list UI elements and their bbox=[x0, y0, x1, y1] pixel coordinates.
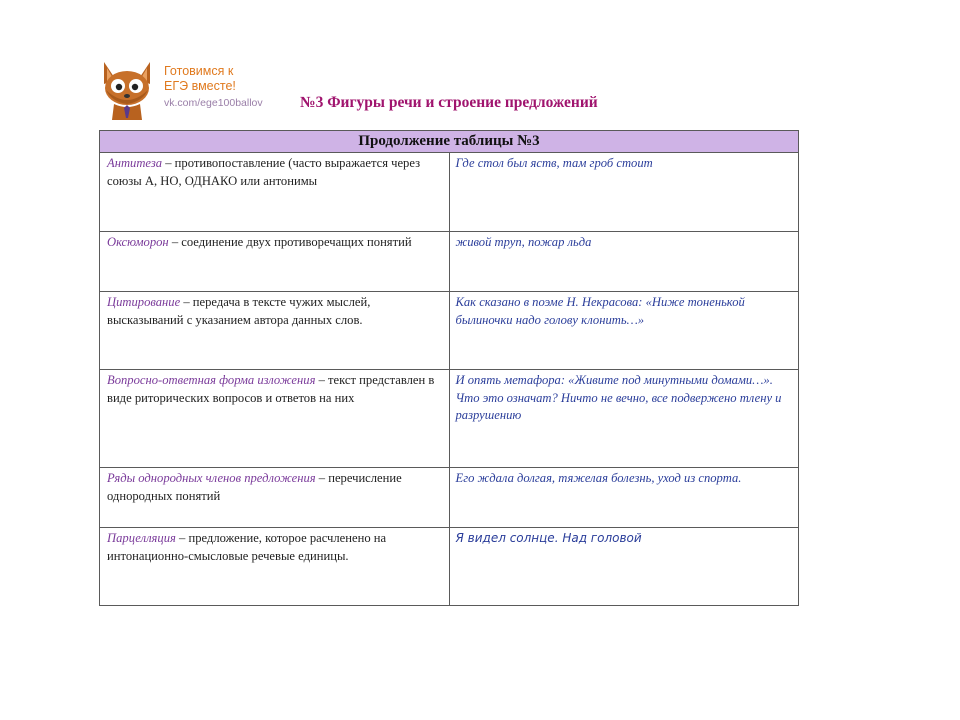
definition-cell bbox=[100, 468, 450, 528]
term-definition: – перечисление однородных понятий bbox=[107, 471, 402, 503]
fox-logo bbox=[98, 58, 156, 122]
table-row bbox=[100, 528, 799, 606]
term-name: Антитеза bbox=[107, 156, 163, 170]
example-cell: Я видел солнце. Над головой bbox=[449, 528, 799, 606]
term-definition: – соединение двух противоречащих понятий bbox=[168, 235, 412, 249]
term-definition: – предложение, которое расчленено на интонационно-смысловые речевые единицы. bbox=[107, 531, 387, 563]
term-name: Ряды однородных членов предложения bbox=[107, 471, 316, 485]
definition-cell bbox=[100, 153, 450, 232]
brand-url[interactable]: vk.com/ege100ballov bbox=[164, 97, 263, 109]
example-cell: Где стол был яств, там гроб стоит bbox=[449, 153, 799, 232]
term-definition: – текст представлен в виде риторических вопросов и ответов на них bbox=[107, 373, 435, 405]
definition-cell bbox=[100, 232, 450, 292]
example-cell: И опять метафора: «Живите под минутными домами…». Что это означат? Ничто не вечно, все подвержено тлену и разрушению bbox=[449, 370, 799, 468]
figures-table bbox=[99, 130, 799, 606]
term-definition: – противопоставление (часто выражается через союзы А, НО, ОДНАКО или антонимы bbox=[107, 156, 421, 188]
table-caption: Продолжение таблицы №3 bbox=[100, 131, 799, 153]
definition-cell bbox=[100, 292, 450, 370]
page-title: №3 Фигуры речи и строение предложений bbox=[300, 94, 598, 111]
table-row bbox=[100, 232, 799, 292]
term-name: Оксюморон bbox=[107, 235, 169, 249]
brand-block bbox=[164, 64, 263, 110]
table bbox=[99, 130, 799, 606]
brand-line-2: ЕГЭ вместе! bbox=[164, 79, 236, 93]
definition-cell bbox=[100, 370, 450, 468]
term-definition: – передача в тексте чужих мыслей, высказываний с указанием автора данных слов. bbox=[107, 295, 371, 327]
definition-cell bbox=[100, 528, 450, 606]
term-name: Цитирование bbox=[107, 295, 181, 309]
term-name: Парцелляция bbox=[107, 531, 176, 545]
term-name: Вопросно-ответная форма изложения bbox=[107, 373, 316, 387]
example-cell: Как сказано в поэме Н. Некрасова: «Ниже тоненькой былиночки надо голову клонить…» bbox=[449, 292, 799, 370]
table-row bbox=[100, 292, 799, 370]
table-row bbox=[100, 468, 799, 528]
brand-line-1: Готовимся к bbox=[164, 64, 234, 78]
example-cell: Его ждала долгая, тяжелая болезнь, уход из спорта. bbox=[449, 468, 799, 528]
example-cell: живой труп, пожар льда bbox=[449, 232, 799, 292]
table-row bbox=[100, 370, 799, 468]
table-row bbox=[100, 153, 799, 232]
